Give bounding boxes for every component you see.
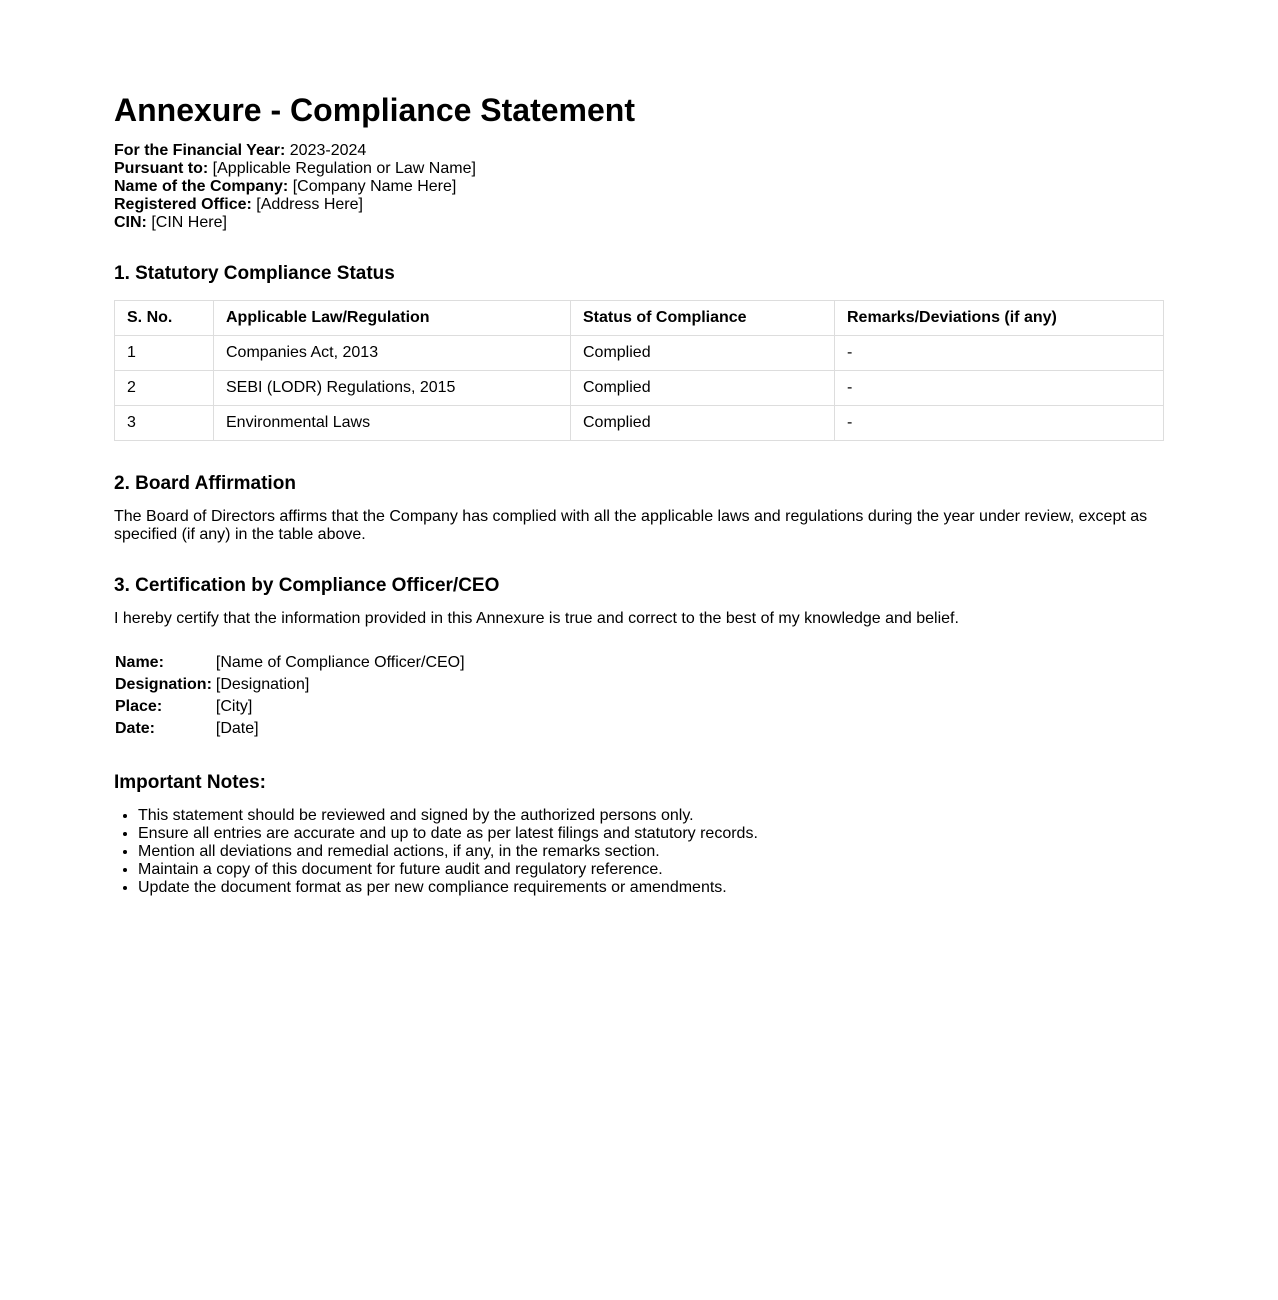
meta-value: 2023-2024	[289, 142, 367, 159]
board-affirmation-text: The Board of Directors affirms that the Company has complied with all the applicable laws and regulations during the year under review, except as specified (if any) in the table above.	[114, 508, 1148, 543]
section-heading-certification: 3. Certification by Compliance Officer/CEO	[114, 575, 500, 596]
signature-value: [Date]	[215, 720, 259, 737]
cell-status: Complied	[571, 371, 835, 406]
compliance-status-table	[114, 300, 1164, 441]
column-header-law: Applicable Law/Regulation	[214, 301, 571, 336]
meta-value: [Address Here]	[256, 196, 363, 213]
column-header-sno: S. No.	[115, 301, 214, 336]
column-header-remarks: Remarks/Deviations (if any)	[835, 301, 1164, 336]
cell-sno: 2	[115, 371, 214, 406]
cell-remarks: -	[835, 336, 1164, 371]
signature-row-place	[114, 697, 466, 717]
signature-label: Name:	[115, 654, 164, 671]
signature-block	[112, 651, 468, 741]
signature-value: [Designation]	[215, 676, 310, 693]
meta-value: [CIN Here]	[151, 214, 227, 231]
cell-law: SEBI (LODR) Regulations, 2015	[214, 371, 571, 406]
list-item: • This statement should be reviewed and signed by the authorized persons only.	[138, 807, 1164, 825]
cell-law: Environmental Laws	[214, 406, 571, 441]
column-header-status: Status of Compliance	[571, 301, 835, 336]
certification-text: I hereby certify that the information provided in this Annexure is true and correct to the best of my knowledge and belief.	[114, 610, 959, 627]
meta-value: [Company Name Here]	[292, 178, 457, 195]
cell-status: Complied	[571, 336, 835, 371]
cell-remarks: -	[835, 371, 1164, 406]
signature-label: Place:	[115, 698, 163, 715]
meta-cin	[114, 214, 1164, 232]
cell-status: Complied	[571, 406, 835, 441]
table-row	[115, 406, 1164, 441]
page-title: Annexure - Compliance Statement	[114, 92, 635, 128]
meta-financial-year	[114, 142, 1164, 160]
list-item: • Update the document format as per new compliance requirements or amendments.	[138, 879, 1164, 897]
meta-label: For the Financial Year:	[114, 142, 286, 159]
cell-remarks: -	[835, 406, 1164, 441]
cell-sno: 3	[115, 406, 214, 441]
meta-label: Registered Office:	[114, 196, 252, 213]
signature-label: Date:	[115, 720, 156, 737]
section-heading-important-notes: Important Notes:	[114, 772, 266, 793]
signature-label: Designation:	[115, 676, 212, 693]
list-item: • Mention all deviations and remedial actions, if any, in the remarks section.	[138, 843, 1164, 861]
meta-company-name	[114, 178, 1164, 196]
table-row	[115, 336, 1164, 371]
list-item: • Maintain a copy of this document for future audit and regulatory reference.	[138, 861, 1164, 879]
meta-label: CIN:	[114, 214, 147, 231]
signature-row-designation	[114, 675, 466, 695]
meta-registered-office	[114, 196, 1164, 214]
signature-row-date	[114, 719, 466, 739]
meta-label: Name of the Company:	[114, 178, 289, 195]
document-meta	[114, 142, 1164, 232]
notes-list	[114, 807, 1164, 897]
meta-value: [Applicable Regulation or Law Name]	[212, 160, 476, 177]
table-row	[115, 371, 1164, 406]
cell-law: Companies Act, 2013	[214, 336, 571, 371]
signature-row-name	[114, 653, 466, 673]
section-heading-compliance-status: 1. Statutory Compliance Status	[114, 263, 395, 284]
table-header-row	[115, 301, 1164, 336]
meta-label: Pursuant to:	[114, 160, 209, 177]
cell-sno: 1	[115, 336, 214, 371]
signature-value: [Name of Compliance Officer/CEO]	[215, 654, 465, 671]
section-heading-board-affirmation: 2. Board Affirmation	[114, 473, 296, 494]
meta-pursuant-to	[114, 160, 1164, 178]
list-item: • Ensure all entries are accurate and up to date as per latest filings and statutory records.	[138, 825, 1164, 843]
signature-value: [City]	[215, 698, 253, 715]
